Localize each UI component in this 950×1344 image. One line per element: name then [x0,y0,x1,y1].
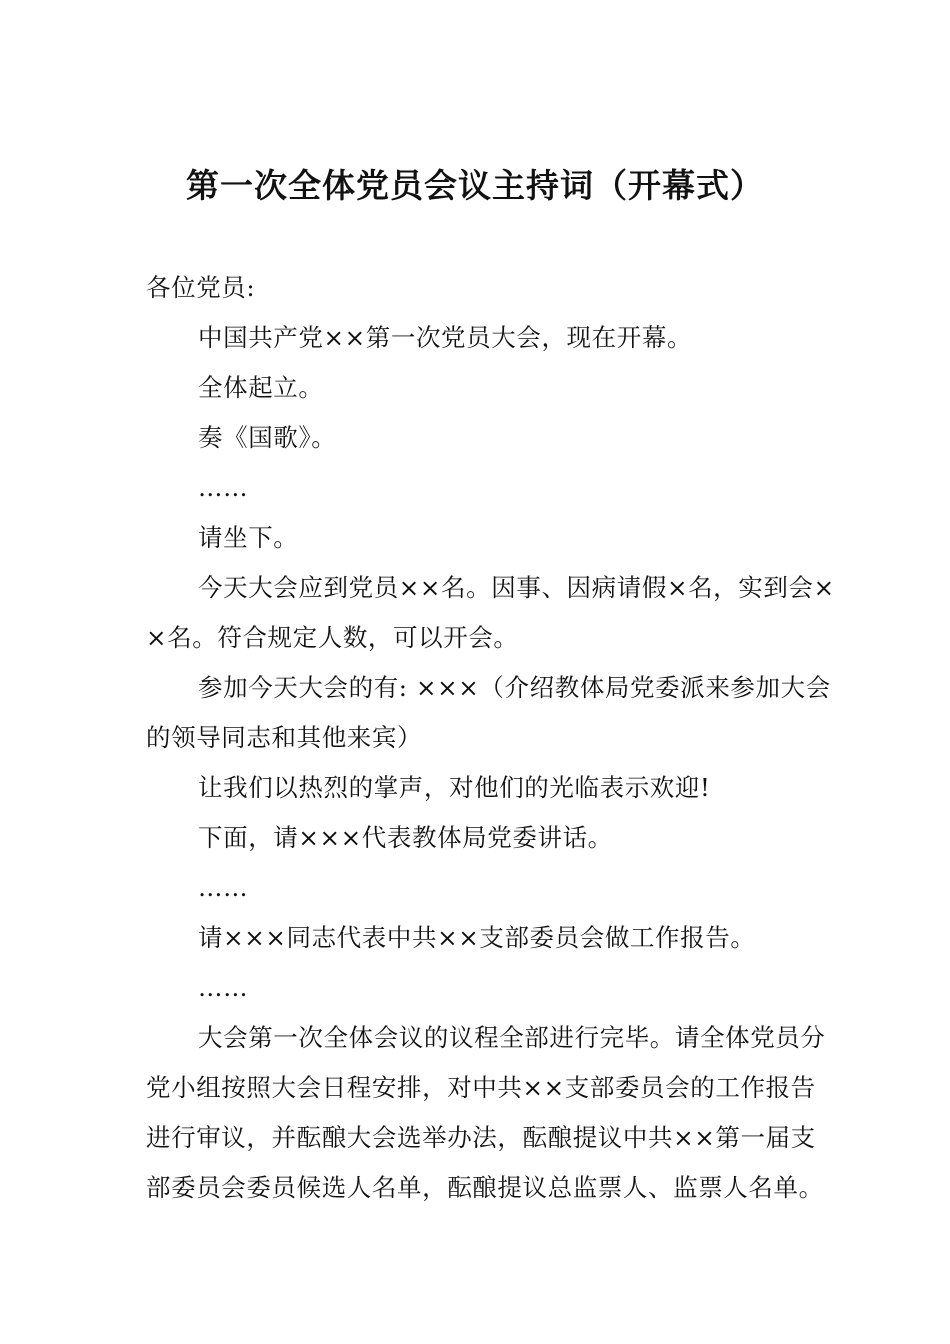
paragraph-guests: 参加今天大会的有: ×××（介绍教体局党委派来参加大会的领导同志和其他来宾） [146,673,831,752]
paragraph-opening: 中国共产党××第一次党员大会，现在开幕。 [198,323,693,352]
paragraph-speech: 下面，请×××代表教体局党委讲话。 [198,823,613,852]
paragraph-sit-down: 请坐下。 [198,523,299,552]
document-title: 第一次全体党员会议主持词（开幕式） [186,166,764,205]
document-body [146,263,838,1213]
paragraph-work-report: 请×××同志代表中共××支部委员会做工作报告。 [198,923,756,952]
salutation: 各位党员: [146,273,256,302]
paragraph-anthem: 奏《国歌》。 [198,423,337,452]
paragraph-ellipsis-3: …… [198,973,249,1002]
paragraph-welcome: 让我们以热烈的掌声，对他们的光临表示欢迎! [198,773,711,802]
paragraph-attendance: 今天大会应到党员××名。因事、因病请假×名，实到会××名。符合规定人数，可以开会。 [146,573,835,652]
paragraph-stand-up: 全体起立。 [198,373,324,402]
paragraph-ellipsis-1: …… [198,473,249,502]
paragraph-closing: 大会第一次全体会议的议程全部进行完毕。请全体党员分党小组按照大会日程安排，对中共××支部委员会的工作报告进行审议，并酝酿大会选举办法，酝酿提议中共××第一届支部委员会委员候选人名单，酝酿提议总监票人、监票人名单。 [146,1023,826,1202]
paragraph-ellipsis-2: …… [198,873,249,902]
